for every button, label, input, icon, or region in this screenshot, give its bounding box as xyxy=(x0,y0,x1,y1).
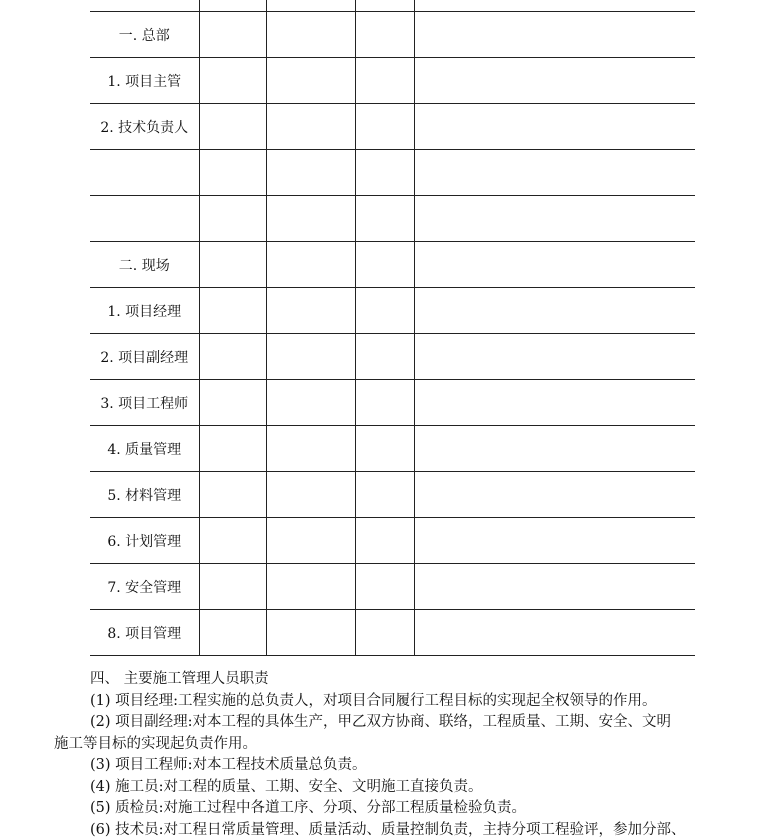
table-row xyxy=(90,564,695,610)
row-label: 一. 总部 xyxy=(90,12,199,58)
row-label: 4. 质量管理 xyxy=(90,426,199,472)
row-label: 7. 安全管理 xyxy=(90,564,199,610)
row-label: 1. 项目主管 xyxy=(90,58,199,104)
paragraph: (6) 技术员:对工程日常质量管理、质量活动、质量控制负责，主持分项工程验评，参加分部、 xyxy=(90,821,686,838)
staff-table xyxy=(90,0,695,656)
table-row xyxy=(90,150,695,196)
row-label: 6. 计划管理 xyxy=(90,518,199,564)
table-row xyxy=(90,58,695,104)
table-row xyxy=(90,196,695,242)
paragraph: (3) 项目工程师:对本工程技术质量总负责。 xyxy=(90,757,367,773)
table-row xyxy=(90,12,695,58)
table-header-row xyxy=(90,0,695,12)
table-row xyxy=(90,426,695,472)
row-label xyxy=(90,150,199,196)
table-row xyxy=(90,242,695,288)
paragraph: (4) 施工员:对工程的质量、工期、安全、文明施工直接负责。 xyxy=(90,778,483,795)
paragraph: (1) 项目经理:工程实施的总负责人，对项目合同履行工程目标的实现起全权领导的作用。 xyxy=(90,692,657,709)
row-label: 1. 项目经理 xyxy=(90,288,199,334)
row-label: 5. 材料管理 xyxy=(90,472,199,518)
table-row xyxy=(90,518,695,564)
paragraph-continuation: 施工等目标的实现起负责作用。 xyxy=(54,735,257,752)
row-label: 8. 项目管理 xyxy=(90,610,199,656)
row-label: 3. 项目工程师 xyxy=(90,380,199,426)
paragraph: (2) 项目副经理:对本工程的具体生产，甲乙双方协商、联络，工程质量、工期、安全、文明 xyxy=(90,714,672,730)
row-label: 2. 技术负责人 xyxy=(90,104,199,150)
responsibilities-section xyxy=(54,669,744,838)
table-row xyxy=(90,610,695,656)
section-heading: 四、 主要施工管理人员职责 xyxy=(90,671,269,687)
row-label: 2. 项目副经理 xyxy=(90,334,199,380)
paragraph: (5) 质检员:对施工过程中各道工序、分项、分部工程质量检验负责。 xyxy=(90,800,527,816)
row-label: 二. 现场 xyxy=(90,242,199,288)
row-label xyxy=(90,196,199,242)
table-row xyxy=(90,104,695,150)
table-row xyxy=(90,472,695,518)
table-row xyxy=(90,288,695,334)
table-row xyxy=(90,334,695,380)
table-row xyxy=(90,380,695,426)
